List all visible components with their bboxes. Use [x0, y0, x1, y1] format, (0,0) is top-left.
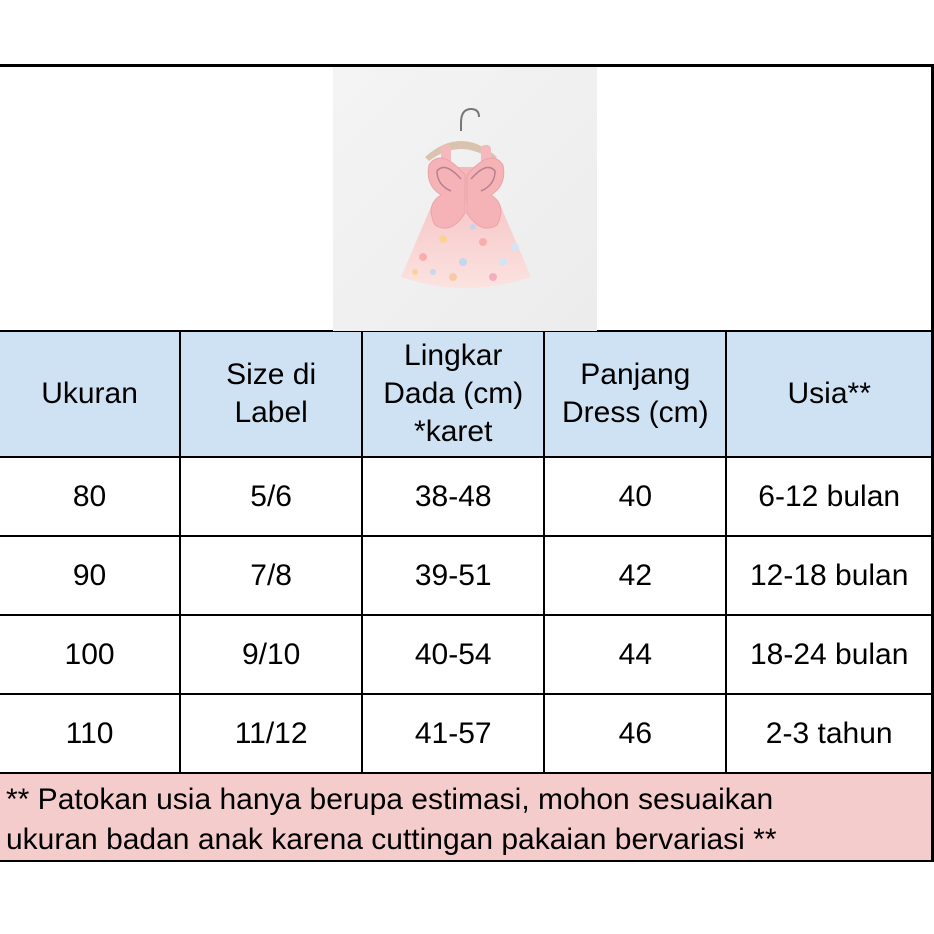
header-usia: Usia**: [726, 331, 932, 457]
footnote-line-2: ukuran badan anak karena cuttingan pakaian bervariasi **: [6, 823, 777, 856]
header-ukuran: Ukuran: [0, 331, 180, 457]
header-lingkar-dada: Lingkar Dada (cm) *karet: [362, 331, 544, 457]
dress-image-icon: [333, 67, 597, 331]
header-row: [0, 331, 933, 457]
image-row: [0, 64, 934, 330]
cell-ukuran: 80: [0, 457, 180, 536]
cell-lingkar-dada: 38-48: [362, 457, 544, 536]
cell-panjang-dress: 44: [544, 615, 726, 694]
cell-panjang-dress: 42: [544, 536, 726, 615]
table-row: [0, 615, 933, 694]
cell-size-label: 11/12: [180, 694, 362, 773]
cell-usia: 12-18 bulan: [726, 536, 932, 615]
cell-usia: 18-24 bulan: [726, 615, 932, 694]
size-table: [0, 330, 934, 774]
cell-size-label: 5/6: [180, 457, 362, 536]
cell-usia: 2-3 tahun: [726, 694, 932, 773]
header-panjang-dress: Panjang Dress (cm): [544, 331, 726, 457]
table-row: [0, 694, 933, 773]
product-photo: [333, 67, 597, 331]
header-size-di-label: Size di Label: [180, 331, 362, 457]
cell-size-label: 9/10: [180, 615, 362, 694]
cell-size-label: 7/8: [180, 536, 362, 615]
size-chart: [0, 64, 934, 862]
cell-ukuran: 110: [0, 694, 180, 773]
cell-lingkar-dada: 40-54: [362, 615, 544, 694]
cell-lingkar-dada: 39-51: [362, 536, 544, 615]
cell-ukuran: 90: [0, 536, 180, 615]
cell-ukuran: 100: [0, 615, 180, 694]
table-row: [0, 457, 933, 536]
footnote-line-1: ** Patokan usia hanya berupa estimasi, mohon sesuaikan: [6, 783, 774, 816]
cell-panjang-dress: 40: [544, 457, 726, 536]
cell-usia: 6-12 bulan: [726, 457, 932, 536]
table-row: [0, 536, 933, 615]
cell-panjang-dress: 46: [544, 694, 726, 773]
cell-lingkar-dada: 41-57: [362, 694, 544, 773]
footnote: [0, 774, 934, 862]
